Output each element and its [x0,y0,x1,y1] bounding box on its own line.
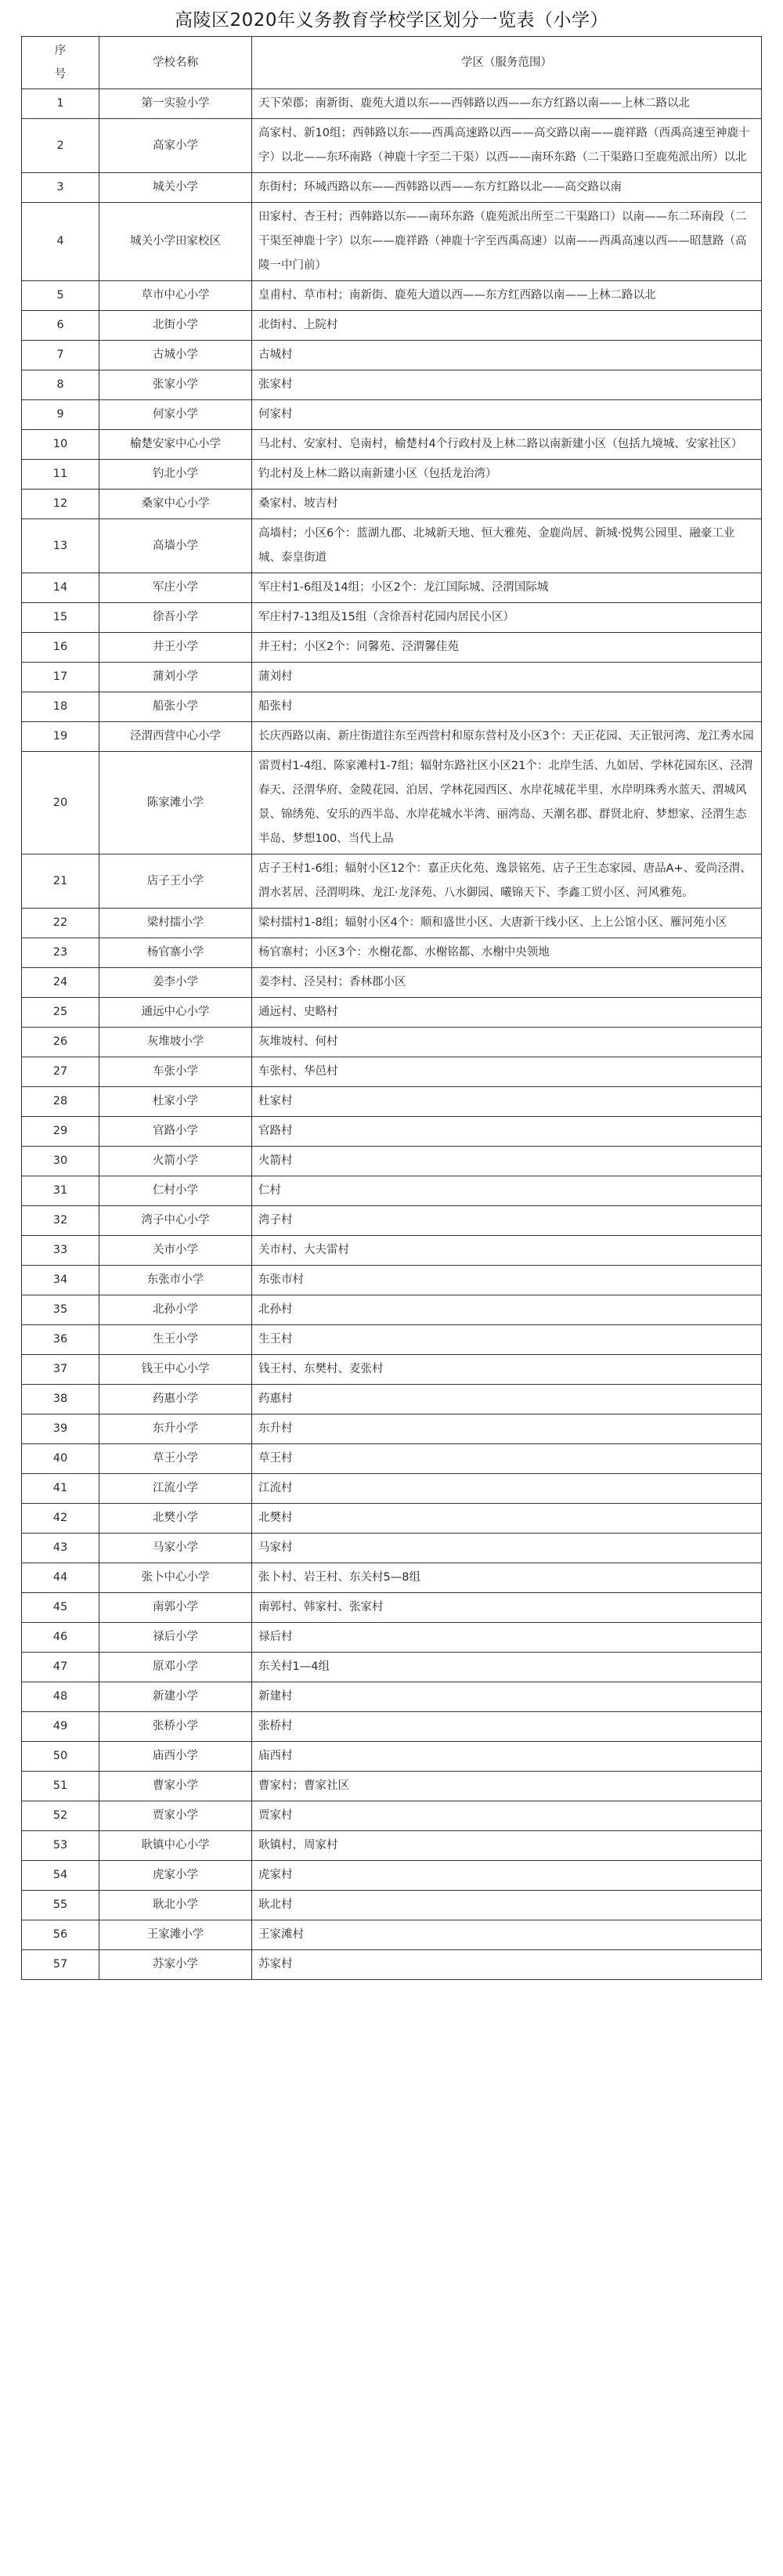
school-name: 高墙小学 [99,519,252,573]
district-area: 古城村 [252,341,762,370]
table-row [22,490,762,519]
row-number: 1 [22,89,99,119]
table-row [22,1801,762,1831]
district-area: 湾子村 [252,1206,762,1236]
table-row [22,1444,762,1474]
school-name: 苏家小学 [99,1950,252,1980]
district-area: 皇甫村、草市村；南新街、鹿苑大道以西——东方红西路以南——上林二路以北 [252,281,762,311]
table-row [22,1057,762,1087]
row-number: 33 [22,1236,99,1266]
table-row [22,1653,762,1682]
district-area: 北樊村 [252,1504,762,1534]
district-area: 杨官寨村；小区3个：水榭花都、水榭铭都、水榭中央领地 [252,938,762,968]
district-area: 马家村 [252,1534,762,1563]
table-row [22,1712,762,1742]
school-name: 北街小学 [99,311,252,341]
row-number: 31 [22,1176,99,1206]
row-number: 13 [22,519,99,573]
district-area: 江流村 [252,1474,762,1504]
school-name: 东升小学 [99,1414,252,1444]
district-area: 东张市村 [252,1266,762,1295]
row-number: 57 [22,1950,99,1980]
district-area: 军庄村7-13组及15组（含徐吾村花园内居民小区） [252,603,762,633]
school-name: 军庄小学 [99,573,252,603]
table-row [22,1117,762,1147]
table-row [22,89,762,119]
district-area: 草王村 [252,1444,762,1474]
school-name: 井王小学 [99,633,252,663]
district-area: 关市村、大夫雷村 [252,1236,762,1266]
table-row [22,1236,762,1266]
row-number: 40 [22,1444,99,1474]
district-area: 东街村；环城西路以东——西韩路以西——东方红路以北——高交路以南 [252,173,762,203]
district-area: 马北村、安家村、皂南村，榆楚村4个行政村及上林二路以南新建小区（包括九境城、安家社区） [252,430,762,460]
table-body [22,89,762,1980]
school-name: 耿北小学 [99,1891,252,1920]
table-row [22,1950,762,1980]
row-number: 29 [22,1117,99,1147]
district-area: 耿北村 [252,1891,762,1920]
table-row [22,1742,762,1772]
school-name: 第一实验小学 [99,89,252,119]
table-row [22,1861,762,1891]
district-area: 店子王村1-6组；辐射小区12个：嘉正庆化苑、逸景铭苑、店子王生态家园、唐品A+、爱尚泾渭、渭水茗居、泾渭明珠、龙江·龙泽苑、八水御园、曦锦天下、李鑫工贸小区、河风雅苑。 [252,854,762,909]
school-name: 湾子中心小学 [99,1206,252,1236]
district-area: 车张村、华邑村 [252,1057,762,1087]
row-number: 9 [22,400,99,430]
school-name: 通远中心小学 [99,998,252,1028]
table-row [22,854,762,909]
school-name: 城关小学 [99,173,252,203]
school-name: 耿镇中心小学 [99,1831,252,1861]
district-area: 庙西村 [252,1742,762,1772]
row-number: 7 [22,341,99,370]
district-area: 新建村 [252,1682,762,1712]
table-row [22,603,762,633]
school-name: 王家滩小学 [99,1920,252,1950]
row-number: 21 [22,854,99,909]
row-number: 34 [22,1266,99,1295]
school-name: 草王小学 [99,1444,252,1474]
school-name: 蒲刘小学 [99,663,252,692]
document-title: 高陵区2020年义务教育学校学区划分一览表（小学） [174,9,609,31]
row-number: 15 [22,603,99,633]
row-number: 18 [22,692,99,722]
school-name: 船张小学 [99,692,252,722]
school-name: 曹家小学 [99,1772,252,1801]
table-row [22,938,762,968]
table-row [22,1593,762,1623]
district-area: 钓北村及上林二路以南新建小区（包括龙治湾） [252,460,762,490]
row-number: 30 [22,1147,99,1176]
district-area: 通远村、史略村 [252,998,762,1028]
table-row [22,1920,762,1950]
table-row [22,752,762,854]
row-number: 45 [22,1593,99,1623]
table-row [22,1831,762,1861]
table-row [22,1534,762,1563]
row-number: 41 [22,1474,99,1504]
row-number: 46 [22,1623,99,1653]
row-number: 52 [22,1801,99,1831]
school-name: 灰堆坡小学 [99,1028,252,1057]
district-area: 贾家村 [252,1801,762,1831]
table-row [22,173,762,203]
school-name: 虎家小学 [99,1861,252,1891]
table-row [22,1087,762,1117]
table-row [22,1295,762,1325]
table-row [22,1147,762,1176]
school-name: 草市中心小学 [99,281,252,311]
row-number: 4 [22,203,99,281]
row-number: 35 [22,1295,99,1325]
district-area: 长庆西路以南、新庄街道往东至西营村和原东营村及小区3个：天正花园、天正银河湾、龙江秀水园 [252,722,762,752]
school-name: 张桥小学 [99,1712,252,1742]
row-number: 10 [22,430,99,460]
row-number: 39 [22,1414,99,1444]
row-number: 44 [22,1563,99,1593]
school-name: 张家小学 [99,370,252,400]
row-number: 26 [22,1028,99,1057]
school-name: 南郭小学 [99,1593,252,1623]
school-name: 桑家中心小学 [99,490,252,519]
district-area: 船张村 [252,692,762,722]
header-no [22,37,99,89]
district-area: 禄后村 [252,1623,762,1653]
table-row [22,119,762,173]
row-number: 24 [22,968,99,998]
row-number: 16 [22,633,99,663]
row-number: 22 [22,909,99,938]
row-number: 37 [22,1355,99,1385]
table-row [22,692,762,722]
district-area: 天下荣郡；南新街、鹿苑大道以东——西韩路以西——东方红路以南——上林二路以北 [252,89,762,119]
school-name: 官路小学 [99,1117,252,1147]
school-name: 关市小学 [99,1236,252,1266]
district-area: 井王村；小区2个：同馨苑、泾渭馨佳苑 [252,633,762,663]
district-area: 药惠村 [252,1385,762,1414]
row-number: 43 [22,1534,99,1563]
district-area: 雷贾村1-4组、陈家滩村1-7组；辐射东路社区小区21个：北岸生活、九如居、学林花园东区、泾渭春天、泾渭华府、金陵花园、泊居、学林花园西区、水岸花城花半里、水岸明珠秀水蓝天、渭城风景、锦绣苑、安乐的西半岛、水岸花城水半湾、丽湾岛、天潮名郡、群贤北府、梦想家、泾渭生态半岛、梦想100、当代上品 [252,752,762,854]
row-number: 32 [22,1206,99,1236]
row-number: 6 [22,311,99,341]
school-name: 何家小学 [99,400,252,430]
row-number: 11 [22,460,99,490]
district-area: 苏家村 [252,1950,762,1980]
table-row [22,722,762,752]
district-area: 梁村擂村1-8组；辐射小区4个：顺和盛世小区、大唐新干线小区、上上公馆小区、雁河苑小区 [252,909,762,938]
district-area: 南郭村、韩家村、张家村 [252,1593,762,1623]
district-area: 何家村 [252,400,762,430]
school-name: 古城小学 [99,341,252,370]
table-row [22,1474,762,1504]
school-name: 张卜中心小学 [99,1563,252,1593]
row-number: 3 [22,173,99,203]
district-area: 曹家村；曹家社区 [252,1772,762,1801]
school-name: 江流小学 [99,1474,252,1504]
school-name: 钓北小学 [99,460,252,490]
table-row [22,203,762,281]
district-area: 北孙村 [252,1295,762,1325]
row-number: 42 [22,1504,99,1534]
row-number: 50 [22,1742,99,1772]
row-number: 38 [22,1385,99,1414]
school-name: 钱王中心小学 [99,1355,252,1385]
header-no-line1: 序 [54,45,67,57]
table-row [22,430,762,460]
school-name: 贾家小学 [99,1801,252,1831]
school-name: 新建小学 [99,1682,252,1712]
table-row [22,1772,762,1801]
table-row [22,998,762,1028]
district-area: 田家村、杏王村；西韩路以东——南环东路（鹿苑派出所至二干渠路口）以南——东二环南段（二干渠至神鹿十字）以东——鹿祥路（神鹿十字至西禹高速）以南——西禹高速以西——昭慧路（高陵一中门前） [252,203,762,281]
school-name: 药惠小学 [99,1385,252,1414]
row-number: 48 [22,1682,99,1712]
district-area: 钱王村、东樊村、麦张村 [252,1355,762,1385]
table-row [22,909,762,938]
district-area: 北街村、上院村 [252,311,762,341]
table-row [22,1176,762,1206]
school-name: 陈家滩小学 [99,752,252,854]
row-number: 28 [22,1087,99,1117]
row-number: 12 [22,490,99,519]
district-area: 高墙村；小区6个：蓝湖九郡、北城新天地、恒大雅苑、金鹿尚居、新城·悦隽公园里、融豪工业城、泰皇街道 [252,519,762,573]
row-number: 49 [22,1712,99,1742]
row-number: 5 [22,281,99,311]
district-area: 姜李村、泾吴村；香林郡小区 [252,968,762,998]
district-area: 王家滩村 [252,1920,762,1950]
table-row [22,573,762,603]
school-name: 梁村擂小学 [99,909,252,938]
table-row [22,633,762,663]
school-name: 马家小学 [99,1534,252,1563]
school-name: 庙西小学 [99,1742,252,1772]
row-number: 27 [22,1057,99,1087]
row-number: 53 [22,1831,99,1861]
school-name: 高家小学 [99,119,252,173]
district-area: 桑家村、坡吉村 [252,490,762,519]
district-area: 东关村1—4组 [252,1653,762,1682]
school-name: 北孙小学 [99,1295,252,1325]
district-area: 生王村 [252,1325,762,1355]
row-number: 8 [22,370,99,400]
table-row [22,1623,762,1653]
table-row [22,968,762,998]
table-row [22,311,762,341]
header-school-name: 学校名称 [99,37,252,89]
school-name: 禄后小学 [99,1623,252,1653]
district-area: 蒲刘村 [252,663,762,692]
row-number: 20 [22,752,99,854]
row-number: 25 [22,998,99,1028]
row-number: 14 [22,573,99,603]
row-number: 17 [22,663,99,692]
table-row [22,1325,762,1355]
school-name: 生王小学 [99,1325,252,1355]
row-number: 55 [22,1891,99,1920]
table-row [22,370,762,400]
school-name: 杨官寨小学 [99,938,252,968]
school-name: 徐吾小学 [99,603,252,633]
school-name: 杜家小学 [99,1087,252,1117]
district-area: 仁村 [252,1176,762,1206]
table-row [22,400,762,430]
table-row [22,1414,762,1444]
school-name: 泾渭西营中心小学 [99,722,252,752]
district-area: 灰堆坡村、何村 [252,1028,762,1057]
school-name: 北樊小学 [99,1504,252,1534]
district-area: 东升村 [252,1414,762,1444]
school-district-table [21,36,762,1980]
school-name: 榆楚安家中心小学 [99,430,252,460]
row-number: 2 [22,119,99,173]
table-row [22,460,762,490]
school-name: 东张市小学 [99,1266,252,1295]
district-area: 张卜村、岩王村、东关村5—8组 [252,1563,762,1593]
header-district: 学区（服务范围） [252,37,762,89]
table-row [22,1028,762,1057]
district-area: 火箭村 [252,1147,762,1176]
district-area: 虎家村 [252,1861,762,1891]
row-number: 36 [22,1325,99,1355]
school-name: 火箭小学 [99,1147,252,1176]
table-row [22,1682,762,1712]
table-row [22,519,762,573]
row-number: 23 [22,938,99,968]
row-number: 47 [22,1653,99,1682]
table-row [22,1563,762,1593]
table-row [22,1504,762,1534]
school-name: 店子王小学 [99,854,252,909]
school-name: 原邓小学 [99,1653,252,1682]
table-row [22,663,762,692]
row-number: 54 [22,1861,99,1891]
school-name: 车张小学 [99,1057,252,1087]
row-number: 56 [22,1920,99,1950]
district-area: 耿镇村，周家村 [252,1831,762,1861]
table-row [22,1206,762,1236]
table-header-row [22,37,762,89]
school-name: 城关小学田家校区 [99,203,252,281]
table-row [22,341,762,370]
header-no-line2: 号 [54,68,67,81]
district-area: 官路村 [252,1117,762,1147]
school-name: 仁村小学 [99,1176,252,1206]
table-row [22,1355,762,1385]
table-row [22,1266,762,1295]
table-row [22,281,762,311]
school-name: 姜李小学 [99,968,252,998]
district-area: 张桥村 [252,1712,762,1742]
district-area: 张家村 [252,370,762,400]
district-area: 高家村、新10组；西韩路以东——西禹高速路以西——高交路以南——鹿祥路（西禹高速至神鹿十字）以北——东环南路（神鹿十字至二干渠）以西——南环东路（二干渠路口至鹿苑派出所）以北 [252,119,762,173]
district-area: 杜家村 [252,1087,762,1117]
district-area: 军庄村1-6组及14组；小区2个：龙江国际城、泾渭国际城 [252,573,762,603]
table-row [22,1385,762,1414]
table-row [22,1891,762,1920]
row-number: 51 [22,1772,99,1801]
row-number: 19 [22,722,99,752]
